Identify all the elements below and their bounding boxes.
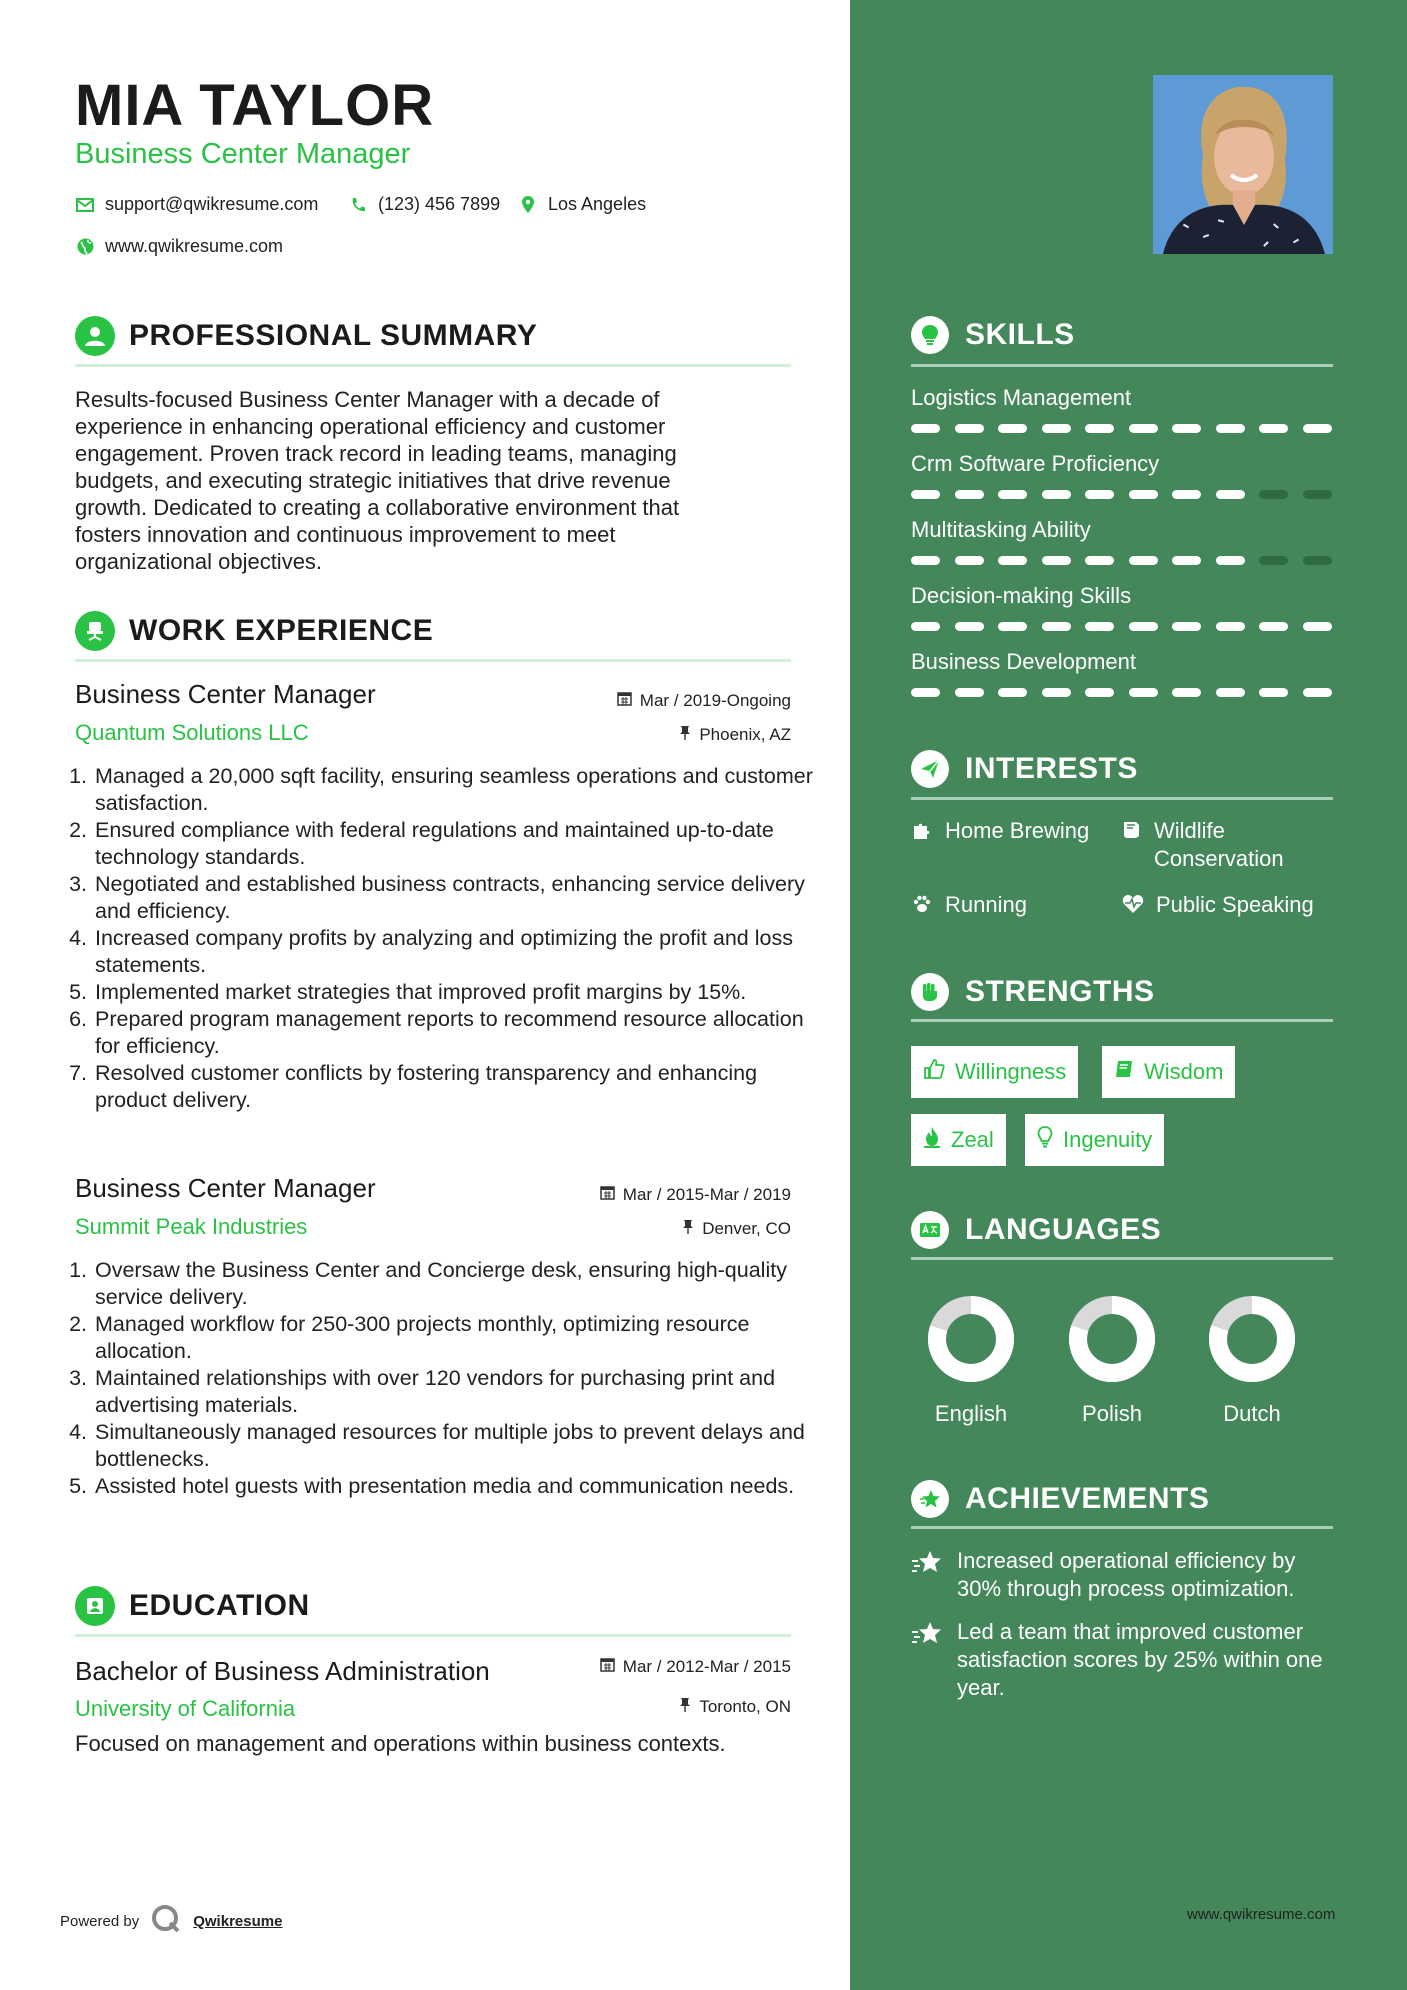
skill-dash [1259, 490, 1288, 499]
star-icon [911, 1618, 943, 1702]
strength-label: Willingness [955, 1059, 1067, 1084]
summary-header [75, 316, 537, 356]
language-icon [911, 1211, 949, 1249]
summary-text: Results-focused Business Center Manager with a decade of experience in enhancing operational efficiency and customer engagement. Proven track record in leading teams, managing budgets, and executing strategic initiatives that drive revenue growth. Dedicated to creating a collaborative environment that fosters innovation and continuous improvement to meet organizational objectives. [75, 387, 680, 574]
interest-label: Public Speaking [1156, 892, 1314, 917]
skill-dash [911, 490, 940, 499]
skill-dash [998, 424, 1027, 433]
education-degree: Bachelor of Business Administration [75, 1656, 490, 1686]
interest-wildlife-conservation [1122, 817, 1332, 873]
skill-dash [1259, 622, 1288, 631]
education-location-text: Toronto, ON [699, 1697, 791, 1716]
skill-dash [1042, 556, 1071, 565]
skill-dash [1085, 688, 1114, 697]
skills-header [911, 316, 1075, 354]
job-1-dates-text: Mar / 2019-Ongoing [639, 691, 791, 710]
fist-icon [911, 973, 949, 1011]
contact-website-text: www.qwikresume.com [105, 236, 284, 256]
list-item: 2. Managed workflow for 250-300 projects monthly, optimizing resource allocation. [93, 1311, 813, 1365]
list-item: 6. Prepared program management reports to recommend resource allocation for efficiency. [93, 1006, 813, 1060]
interest-label: Running [945, 892, 1027, 917]
powered-by-brand-link[interactable]: Qwikresume [193, 1912, 283, 1930]
skill-5-rating [911, 688, 1332, 697]
skill-dash [1303, 622, 1332, 631]
interests-header [911, 750, 1138, 788]
map-marker-icon [518, 196, 538, 213]
contact-phone[interactable] [348, 194, 500, 215]
education-header [75, 1586, 310, 1626]
skill-dash [1085, 556, 1114, 565]
skill-dash [1172, 622, 1201, 631]
skill-dash [1042, 490, 1071, 499]
skill-dash [1085, 424, 1114, 433]
experience-heading: WORK EXPERIENCE [129, 614, 434, 647]
list-item: 3. Maintained relationships with over 120 vendors for purchasing print and advertising materials. [93, 1365, 813, 1419]
education-description: Focused on management and operations within business contexts. [75, 1731, 726, 1756]
contact-location [518, 194, 646, 215]
education-dates-text: Mar / 2012-Mar / 2015 [622, 1657, 791, 1676]
skill-4-name: Decision-making Skills [911, 583, 1132, 608]
job-2-bullets [65, 1257, 813, 1500]
book-icon [1122, 817, 1142, 873]
interest-running [911, 891, 1121, 919]
language-polish [1042, 1294, 1182, 1427]
strengths-heading: STRENGTHS [965, 975, 1155, 1008]
paw-icon [911, 891, 933, 919]
summary-heading: PROFESSIONAL SUMMARY [129, 319, 538, 352]
skill-dash [1216, 490, 1245, 499]
heartbeat-icon [1122, 891, 1144, 919]
skill-dash [1259, 688, 1288, 697]
strengths-header [911, 973, 1155, 1011]
skill-dash [1216, 424, 1245, 433]
skill-dash [911, 556, 940, 565]
strength-label: Wisdom [1144, 1059, 1224, 1084]
contact-email-text: support@qwikresume.com [105, 194, 319, 214]
skill-dash [955, 622, 984, 631]
job-1-bullets [65, 763, 813, 1114]
skill-dash [1129, 424, 1158, 433]
skills-heading: SKILLS [965, 318, 1075, 351]
skill-dash [955, 688, 984, 697]
skill-1-rating [911, 424, 1332, 433]
footer-website[interactable]: www.qwikresume.com [1187, 1906, 1336, 1923]
education-dates [600, 1657, 791, 1677]
star-icon [911, 1547, 943, 1603]
skill-dash [955, 556, 984, 565]
job-1-location-text: Phoenix, AZ [699, 725, 791, 744]
job-2-title: Business Center Manager [75, 1173, 376, 1203]
lightbulb-icon [1037, 1126, 1053, 1154]
skill-dash [1042, 424, 1071, 433]
skill-dash [1129, 556, 1158, 565]
language-dutch [1182, 1294, 1322, 1427]
strength-willingness [911, 1046, 1078, 1098]
strengths-divider [911, 1019, 1333, 1022]
achievements-divider [911, 1526, 1333, 1529]
education-school: University of California [75, 1696, 296, 1721]
skill-dash [1129, 490, 1158, 499]
interests-heading: INTERESTS [965, 752, 1138, 785]
pin-icon [682, 1219, 694, 1239]
list-item: 5. Implemented market strategies that improved profit margins by 15%. [93, 979, 813, 1006]
strength-label: Ingenuity [1063, 1127, 1153, 1152]
user-icon [75, 316, 115, 356]
thumbs-up-icon [923, 1058, 945, 1086]
skill-dash [1303, 556, 1332, 565]
office-chair-icon [75, 611, 115, 651]
skill-dash [1172, 556, 1201, 565]
skill-dash [1216, 622, 1245, 631]
summary-divider [75, 364, 791, 367]
candidate-title: Business Center Manager [75, 138, 411, 170]
skill-dash [998, 622, 1027, 631]
skill-dash [1129, 622, 1158, 631]
achievement-text: Led a team that improved customer satisfaction scores by 25% within one year. [957, 1619, 1323, 1700]
star-icon [911, 1480, 949, 1518]
job-1-location [679, 725, 791, 745]
experience-header [75, 611, 433, 651]
strength-wisdom [1102, 1046, 1235, 1098]
skill-4-rating [911, 622, 1332, 631]
interest-home-brewing [911, 817, 1121, 845]
skill-dash [955, 424, 984, 433]
achievement-item [911, 1547, 1333, 1603]
contact-email[interactable] [75, 194, 318, 215]
job-2-location-text: Denver, CO [702, 1219, 791, 1238]
qwikresume-logo-icon [151, 1904, 181, 1938]
skill-dash [1085, 490, 1114, 499]
skill-3-name: Multitasking Ability [911, 517, 1091, 542]
contact-location-text: Los Angeles [548, 194, 647, 214]
flame-icon [923, 1126, 941, 1154]
interest-public-speaking [1122, 891, 1332, 919]
skill-5-name: Business Development [911, 649, 1137, 674]
language-donut [1207, 1294, 1297, 1384]
list-item: 2. Ensured compliance with federal regulations and maintained up-to-date technology standards. [93, 817, 813, 871]
list-item: 7. Resolved customer conflicts by fostering transparency and enhancing product delivery. [93, 1060, 813, 1114]
paper-plane-icon [911, 750, 949, 788]
strength-label: Zeal [951, 1127, 994, 1152]
languages-header [911, 1211, 1161, 1249]
skill-2-name: Crm Software Proficiency [911, 451, 1160, 476]
skill-dash [1129, 688, 1158, 697]
skill-dash [1259, 424, 1288, 433]
globe-icon [75, 238, 95, 255]
puzzle-icon [911, 817, 933, 845]
languages-divider [911, 1257, 1333, 1260]
skill-dash [1303, 688, 1332, 697]
skills-divider [911, 364, 1333, 367]
skill-dash [1172, 688, 1201, 697]
calendar-icon [617, 691, 632, 711]
skill-dash [911, 622, 940, 631]
strength-ingenuity [1025, 1114, 1164, 1166]
skill-dash [998, 556, 1027, 565]
skill-dash [911, 688, 940, 697]
phone-icon [348, 197, 368, 213]
skill-dash [1216, 688, 1245, 697]
skill-1-name: Logistics Management [911, 385, 1132, 410]
skill-dash [1085, 622, 1114, 631]
language-english [901, 1294, 1041, 1427]
skill-3-rating [911, 556, 1332, 565]
skill-dash [1172, 490, 1201, 499]
skill-dash [1042, 688, 1071, 697]
book-icon [1114, 1059, 1134, 1085]
skill-dash [955, 490, 984, 499]
pin-icon [679, 1697, 691, 1717]
list-item: 1. Managed a 20,000 sqft facility, ensuring seamless operations and customer satisfaction. [93, 763, 813, 817]
job-2-dates [600, 1185, 791, 1205]
language-donut [1067, 1294, 1157, 1384]
job-1-title: Business Center Manager [75, 679, 376, 709]
education-heading: EDUCATION [129, 1589, 310, 1622]
powered-by-label: Powered by [60, 1912, 140, 1930]
education-location [679, 1697, 791, 1717]
language-label: English [934, 1401, 1008, 1426]
language-label: Polish [1082, 1401, 1142, 1426]
graduation-icon [75, 1586, 115, 1626]
interests-divider [911, 797, 1333, 800]
profile-photo [1153, 75, 1333, 254]
list-item: 4. Simultaneously managed resources for multiple jobs to prevent delays and bottlenecks. [93, 1419, 813, 1473]
strength-zeal [911, 1114, 1006, 1166]
job-1-dates [617, 691, 791, 711]
list-item: 5. Assisted hotel guests with presentation media and communication needs. [93, 1473, 813, 1500]
envelope-icon [75, 198, 95, 212]
job-2-company: Summit Peak Industries [75, 1214, 308, 1239]
lightbulb-icon [911, 316, 949, 354]
calendar-icon [600, 1657, 615, 1677]
skill-dash [1172, 424, 1201, 433]
job-2-dates-text: Mar / 2015-Mar / 2019 [622, 1185, 791, 1204]
list-item: 4. Increased company profits by analyzing and optimizing the profit and loss statements. [93, 925, 813, 979]
achievement-item [911, 1618, 1333, 1702]
list-item: 1. Oversaw the Business Center and Concierge desk, ensuring high-quality service delivery. [93, 1257, 813, 1311]
languages-heading: LANGUAGES [965, 1213, 1162, 1246]
experience-divider [75, 659, 791, 662]
job-2-location [682, 1219, 791, 1239]
language-donut [926, 1294, 1016, 1384]
achievements-heading: ACHIEVEMENTS [965, 1482, 1210, 1515]
pin-icon [679, 725, 691, 745]
candidate-name: MIA TAYLOR [75, 73, 435, 138]
skill-dash [911, 424, 940, 433]
interest-label: Home Brewing [945, 818, 1090, 843]
skill-2-rating [911, 490, 1332, 499]
job-1-company: Quantum Solutions LLC [75, 720, 309, 745]
skill-dash [1216, 556, 1245, 565]
education-divider [75, 1634, 791, 1637]
achievements-header [911, 1480, 1209, 1518]
language-label: Dutch [1223, 1401, 1281, 1426]
skill-dash [1042, 622, 1071, 631]
skill-dash [1259, 556, 1288, 565]
skill-dash [998, 490, 1027, 499]
skill-dash [1303, 424, 1332, 433]
calendar-icon [600, 1185, 615, 1205]
achievement-text: Increased operational efficiency by 30% through process optimization. [957, 1548, 1296, 1601]
list-item: 3. Negotiated and established business contracts, enhancing service delivery and efficiency. [93, 871, 813, 925]
contact-phone-text: (123) 456 7899 [378, 194, 501, 214]
powered-by [60, 1904, 282, 1938]
skill-dash [998, 688, 1027, 697]
interest-label: Wildlife Conservation [1154, 818, 1284, 871]
skill-dash [1303, 490, 1332, 499]
contact-website[interactable] [75, 236, 283, 257]
